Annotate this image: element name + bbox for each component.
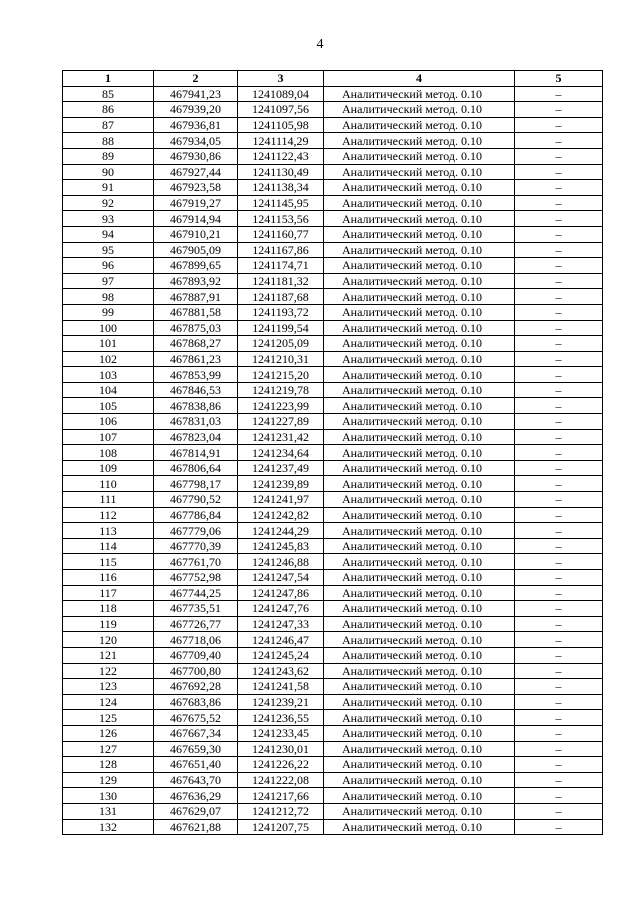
table-row [63, 164, 603, 180]
method-cell: Аналитический метод. 0.10 [324, 211, 515, 227]
accuracy-cell: – [515, 585, 603, 601]
accuracy-cell: – [515, 647, 603, 663]
accuracy-cell: – [515, 632, 603, 648]
accuracy-cell: – [515, 725, 603, 741]
method-cell: Аналитический метод. 0.10 [324, 601, 515, 617]
point-number-cell: 89 [63, 148, 154, 164]
accuracy-cell: – [515, 273, 603, 289]
accuracy-cell: – [515, 382, 603, 398]
table-row [63, 741, 603, 757]
method-cell: Аналитический метод. 0.10 [324, 148, 515, 164]
method-cell: Аналитический метод. 0.10 [324, 772, 515, 788]
accuracy-cell: – [515, 679, 603, 695]
y-coordinate-cell: 1241145,95 [238, 195, 324, 211]
x-coordinate-cell: 467667,34 [154, 725, 238, 741]
accuracy-cell: – [515, 772, 603, 788]
point-number-cell: 92 [63, 195, 154, 211]
accuracy-cell: – [515, 429, 603, 445]
column-header: 2 [154, 71, 238, 87]
y-coordinate-cell: 1241223,99 [238, 398, 324, 414]
y-coordinate-cell: 1241105,98 [238, 117, 324, 133]
y-coordinate-cell: 1241247,33 [238, 616, 324, 632]
table-body [63, 86, 603, 835]
x-coordinate-cell: 467910,21 [154, 226, 238, 242]
accuracy-cell: – [515, 507, 603, 523]
accuracy-cell: – [515, 195, 603, 211]
x-coordinate-cell: 467651,40 [154, 757, 238, 773]
table-row [63, 772, 603, 788]
y-coordinate-cell: 1241233,45 [238, 725, 324, 741]
x-coordinate-cell: 467881,58 [154, 304, 238, 320]
table-row [63, 710, 603, 726]
table-row [63, 788, 603, 804]
method-cell: Аналитический метод. 0.10 [324, 195, 515, 211]
x-coordinate-cell: 467700,80 [154, 663, 238, 679]
table-header-row [63, 71, 603, 87]
column-header: 5 [515, 71, 603, 87]
point-number-cell: 93 [63, 211, 154, 227]
y-coordinate-cell: 1241138,34 [238, 180, 324, 196]
x-coordinate-cell: 467806,64 [154, 460, 238, 476]
table-row [63, 429, 603, 445]
point-number-cell: 85 [63, 86, 154, 102]
method-cell: Аналитический метод. 0.10 [324, 570, 515, 586]
table-row [63, 367, 603, 383]
x-coordinate-cell: 467927,44 [154, 164, 238, 180]
y-coordinate-cell: 1241230,01 [238, 741, 324, 757]
point-number-cell: 127 [63, 741, 154, 757]
x-coordinate-cell: 467930,86 [154, 148, 238, 164]
table-row [63, 492, 603, 508]
accuracy-cell: – [515, 414, 603, 430]
x-coordinate-cell: 467899,65 [154, 258, 238, 274]
point-number-cell: 87 [63, 117, 154, 133]
y-coordinate-cell: 1241226,22 [238, 757, 324, 773]
x-coordinate-cell: 467923,58 [154, 180, 238, 196]
method-cell: Аналитический метод. 0.10 [324, 632, 515, 648]
method-cell: Аналитический метод. 0.10 [324, 320, 515, 336]
method-cell: Аналитический метод. 0.10 [324, 679, 515, 695]
y-coordinate-cell: 1241236,55 [238, 710, 324, 726]
y-coordinate-cell: 1241247,54 [238, 570, 324, 586]
method-cell: Аналитический метод. 0.10 [324, 398, 515, 414]
table-row [63, 663, 603, 679]
point-number-cell: 94 [63, 226, 154, 242]
y-coordinate-cell: 1241246,88 [238, 554, 324, 570]
method-cell: Аналитический метод. 0.10 [324, 180, 515, 196]
accuracy-cell: – [515, 460, 603, 476]
accuracy-cell: – [515, 554, 603, 570]
x-coordinate-cell: 467905,09 [154, 242, 238, 258]
x-coordinate-cell: 467823,04 [154, 429, 238, 445]
point-number-cell: 123 [63, 679, 154, 695]
accuracy-cell: – [515, 694, 603, 710]
accuracy-cell: – [515, 570, 603, 586]
x-coordinate-cell: 467798,17 [154, 476, 238, 492]
accuracy-cell: – [515, 226, 603, 242]
y-coordinate-cell: 1241242,82 [238, 507, 324, 523]
accuracy-cell: – [515, 133, 603, 149]
y-coordinate-cell: 1241231,42 [238, 429, 324, 445]
method-cell: Аналитический метод. 0.10 [324, 273, 515, 289]
point-number-cell: 130 [63, 788, 154, 804]
method-cell: Аналитический метод. 0.10 [324, 445, 515, 461]
accuracy-cell: – [515, 492, 603, 508]
point-number-cell: 109 [63, 460, 154, 476]
y-coordinate-cell: 1241244,29 [238, 523, 324, 539]
table-row [63, 819, 603, 835]
table-row [63, 351, 603, 367]
point-number-cell: 106 [63, 414, 154, 430]
table-row [63, 336, 603, 352]
table-row [63, 554, 603, 570]
accuracy-cell: – [515, 788, 603, 804]
accuracy-cell: – [515, 803, 603, 819]
method-cell: Аналитический метод. 0.10 [324, 647, 515, 663]
point-number-cell: 107 [63, 429, 154, 445]
x-coordinate-cell: 467709,40 [154, 647, 238, 663]
y-coordinate-cell: 1241212,72 [238, 803, 324, 819]
y-coordinate-cell: 1241122,43 [238, 148, 324, 164]
x-coordinate-cell: 467786,84 [154, 507, 238, 523]
method-cell: Аналитический метод. 0.10 [324, 523, 515, 539]
x-coordinate-cell: 467770,39 [154, 538, 238, 554]
y-coordinate-cell: 1241160,77 [238, 226, 324, 242]
y-coordinate-cell: 1241245,24 [238, 647, 324, 663]
table-row [63, 102, 603, 118]
table-row [63, 616, 603, 632]
accuracy-cell: – [515, 164, 603, 180]
point-number-cell: 97 [63, 273, 154, 289]
accuracy-cell: – [515, 445, 603, 461]
x-coordinate-cell: 467761,70 [154, 554, 238, 570]
y-coordinate-cell: 1241217,66 [238, 788, 324, 804]
x-coordinate-cell: 467919,27 [154, 195, 238, 211]
point-number-cell: 118 [63, 601, 154, 617]
accuracy-cell: – [515, 211, 603, 227]
y-coordinate-cell: 1241210,31 [238, 351, 324, 367]
point-number-cell: 114 [63, 538, 154, 554]
table-row [63, 632, 603, 648]
y-coordinate-cell: 1241089,04 [238, 86, 324, 102]
method-cell: Аналитический метод. 0.10 [324, 554, 515, 570]
point-number-cell: 108 [63, 445, 154, 461]
x-coordinate-cell: 467934,05 [154, 133, 238, 149]
point-number-cell: 116 [63, 570, 154, 586]
y-coordinate-cell: 1241239,89 [238, 476, 324, 492]
table-row [63, 585, 603, 601]
table-row [63, 273, 603, 289]
point-number-cell: 105 [63, 398, 154, 414]
table-row [63, 507, 603, 523]
method-cell: Аналитический метод. 0.10 [324, 460, 515, 476]
x-coordinate-cell: 467790,52 [154, 492, 238, 508]
method-cell: Аналитический метод. 0.10 [324, 788, 515, 804]
method-cell: Аналитический метод. 0.10 [324, 757, 515, 773]
point-number-cell: 100 [63, 320, 154, 336]
x-coordinate-cell: 467629,07 [154, 803, 238, 819]
accuracy-cell: – [515, 148, 603, 164]
y-coordinate-cell: 1241205,09 [238, 336, 324, 352]
y-coordinate-cell: 1241199,54 [238, 320, 324, 336]
table-row [63, 211, 603, 227]
table-row [63, 679, 603, 695]
point-number-cell: 98 [63, 289, 154, 305]
accuracy-cell: – [515, 601, 603, 617]
method-cell: Аналитический метод. 0.10 [324, 538, 515, 554]
point-number-cell: 132 [63, 819, 154, 835]
method-cell: Аналитический метод. 0.10 [324, 663, 515, 679]
y-coordinate-cell: 1241207,75 [238, 819, 324, 835]
table-row [63, 647, 603, 663]
accuracy-cell: – [515, 117, 603, 133]
table-row [63, 398, 603, 414]
accuracy-cell: – [515, 538, 603, 554]
method-cell: Аналитический метод. 0.10 [324, 803, 515, 819]
table-row [63, 460, 603, 476]
x-coordinate-cell: 467735,51 [154, 601, 238, 617]
table-row [63, 117, 603, 133]
method-cell: Аналитический метод. 0.10 [324, 117, 515, 133]
accuracy-cell: – [515, 819, 603, 835]
table-row [63, 445, 603, 461]
point-number-cell: 96 [63, 258, 154, 274]
table-row [63, 476, 603, 492]
accuracy-cell: – [515, 663, 603, 679]
x-coordinate-cell: 467939,20 [154, 102, 238, 118]
table-row [63, 86, 603, 102]
y-coordinate-cell: 1241239,21 [238, 694, 324, 710]
method-cell: Аналитический метод. 0.10 [324, 741, 515, 757]
y-coordinate-cell: 1241181,32 [238, 273, 324, 289]
x-coordinate-cell: 467726,77 [154, 616, 238, 632]
method-cell: Аналитический метод. 0.10 [324, 507, 515, 523]
table-row [63, 601, 603, 617]
table-row [63, 803, 603, 819]
point-number-cell: 120 [63, 632, 154, 648]
y-coordinate-cell: 1241174,71 [238, 258, 324, 274]
method-cell: Аналитический метод. 0.10 [324, 102, 515, 118]
x-coordinate-cell: 467683,86 [154, 694, 238, 710]
table-row [63, 694, 603, 710]
coordinates-table [62, 70, 603, 835]
point-number-cell: 104 [63, 382, 154, 398]
x-coordinate-cell: 467914,94 [154, 211, 238, 227]
method-cell: Аналитический метод. 0.10 [324, 429, 515, 445]
accuracy-cell: – [515, 757, 603, 773]
accuracy-cell: – [515, 258, 603, 274]
point-number-cell: 112 [63, 507, 154, 523]
method-cell: Аналитический метод. 0.10 [324, 289, 515, 305]
x-coordinate-cell: 467861,23 [154, 351, 238, 367]
x-coordinate-cell: 467875,03 [154, 320, 238, 336]
accuracy-cell: – [515, 102, 603, 118]
point-number-cell: 125 [63, 710, 154, 726]
table-row [63, 304, 603, 320]
column-header: 4 [324, 71, 515, 87]
accuracy-cell: – [515, 289, 603, 305]
y-coordinate-cell: 1241187,68 [238, 289, 324, 305]
y-coordinate-cell: 1241193,72 [238, 304, 324, 320]
accuracy-cell: – [515, 180, 603, 196]
x-coordinate-cell: 467814,91 [154, 445, 238, 461]
x-coordinate-cell: 467692,28 [154, 679, 238, 695]
x-coordinate-cell: 467936,81 [154, 117, 238, 133]
table-row [63, 523, 603, 539]
accuracy-cell: – [515, 476, 603, 492]
x-coordinate-cell: 467744,25 [154, 585, 238, 601]
accuracy-cell: – [515, 398, 603, 414]
y-coordinate-cell: 1241219,78 [238, 382, 324, 398]
point-number-cell: 90 [63, 164, 154, 180]
accuracy-cell: – [515, 320, 603, 336]
method-cell: Аналитический метод. 0.10 [324, 226, 515, 242]
accuracy-cell: – [515, 336, 603, 352]
y-coordinate-cell: 1241227,89 [238, 414, 324, 430]
y-coordinate-cell: 1241114,29 [238, 133, 324, 149]
y-coordinate-cell: 1241241,97 [238, 492, 324, 508]
table-row [63, 180, 603, 196]
point-number-cell: 91 [63, 180, 154, 196]
method-cell: Аналитический метод. 0.10 [324, 242, 515, 258]
table-row [63, 570, 603, 586]
page-number: 4 [316, 37, 324, 52]
column-header: 1 [63, 71, 154, 87]
x-coordinate-cell: 467838,86 [154, 398, 238, 414]
point-number-cell: 129 [63, 772, 154, 788]
accuracy-cell: – [515, 351, 603, 367]
point-number-cell: 121 [63, 647, 154, 663]
method-cell: Аналитический метод. 0.10 [324, 86, 515, 102]
accuracy-cell: – [515, 86, 603, 102]
accuracy-cell: – [515, 523, 603, 539]
x-coordinate-cell: 467831,03 [154, 414, 238, 430]
point-number-cell: 110 [63, 476, 154, 492]
x-coordinate-cell: 467752,98 [154, 570, 238, 586]
point-number-cell: 113 [63, 523, 154, 539]
method-cell: Аналитический метод. 0.10 [324, 304, 515, 320]
x-coordinate-cell: 467779,06 [154, 523, 238, 539]
method-cell: Аналитический метод. 0.10 [324, 164, 515, 180]
table-row [63, 725, 603, 741]
point-number-cell: 126 [63, 725, 154, 741]
accuracy-cell: – [515, 616, 603, 632]
y-coordinate-cell: 1241245,83 [238, 538, 324, 554]
y-coordinate-cell: 1241167,86 [238, 242, 324, 258]
point-number-cell: 115 [63, 554, 154, 570]
point-number-cell: 111 [63, 492, 154, 508]
x-coordinate-cell: 467941,23 [154, 86, 238, 102]
method-cell: Аналитический метод. 0.10 [324, 336, 515, 352]
point-number-cell: 99 [63, 304, 154, 320]
y-coordinate-cell: 1241237,49 [238, 460, 324, 476]
accuracy-cell: – [515, 242, 603, 258]
accuracy-cell: – [515, 367, 603, 383]
point-number-cell: 101 [63, 336, 154, 352]
x-coordinate-cell: 467853,99 [154, 367, 238, 383]
y-coordinate-cell: 1241247,76 [238, 601, 324, 617]
method-cell: Аналитический метод. 0.10 [324, 351, 515, 367]
point-number-cell: 95 [63, 242, 154, 258]
point-number-cell: 102 [63, 351, 154, 367]
method-cell: Аналитический метод. 0.10 [324, 819, 515, 835]
point-number-cell: 86 [63, 102, 154, 118]
method-cell: Аналитический метод. 0.10 [324, 133, 515, 149]
accuracy-cell: – [515, 741, 603, 757]
point-number-cell: 103 [63, 367, 154, 383]
table-row [63, 382, 603, 398]
method-cell: Аналитический метод. 0.10 [324, 367, 515, 383]
x-coordinate-cell: 467659,30 [154, 741, 238, 757]
method-cell: Аналитический метод. 0.10 [324, 382, 515, 398]
table-row [63, 148, 603, 164]
accuracy-cell: – [515, 710, 603, 726]
accuracy-cell: – [515, 304, 603, 320]
table-row [63, 757, 603, 773]
y-coordinate-cell: 1241215,20 [238, 367, 324, 383]
table-row [63, 320, 603, 336]
method-cell: Аналитический метод. 0.10 [324, 710, 515, 726]
point-number-cell: 88 [63, 133, 154, 149]
x-coordinate-cell: 467675,52 [154, 710, 238, 726]
table-row [63, 226, 603, 242]
method-cell: Аналитический метод. 0.10 [324, 616, 515, 632]
table-row [63, 538, 603, 554]
method-cell: Аналитический метод. 0.10 [324, 585, 515, 601]
y-coordinate-cell: 1241247,86 [238, 585, 324, 601]
column-header: 3 [238, 71, 324, 87]
method-cell: Аналитический метод. 0.10 [324, 492, 515, 508]
y-coordinate-cell: 1241234,64 [238, 445, 324, 461]
point-number-cell: 122 [63, 663, 154, 679]
x-coordinate-cell: 467887,91 [154, 289, 238, 305]
table-row [63, 133, 603, 149]
method-cell: Аналитический метод. 0.10 [324, 476, 515, 492]
point-number-cell: 131 [63, 803, 154, 819]
table-row [63, 195, 603, 211]
y-coordinate-cell: 1241097,56 [238, 102, 324, 118]
table-row [63, 289, 603, 305]
point-number-cell: 128 [63, 757, 154, 773]
x-coordinate-cell: 467636,29 [154, 788, 238, 804]
x-coordinate-cell: 467868,27 [154, 336, 238, 352]
x-coordinate-cell: 467846,53 [154, 382, 238, 398]
x-coordinate-cell: 467621,88 [154, 819, 238, 835]
y-coordinate-cell: 1241130,49 [238, 164, 324, 180]
table-row [63, 414, 603, 430]
x-coordinate-cell: 467718,06 [154, 632, 238, 648]
y-coordinate-cell: 1241222,08 [238, 772, 324, 788]
method-cell: Аналитический метод. 0.10 [324, 414, 515, 430]
y-coordinate-cell: 1241246,47 [238, 632, 324, 648]
table-row [63, 258, 603, 274]
point-number-cell: 119 [63, 616, 154, 632]
method-cell: Аналитический метод. 0.10 [324, 258, 515, 274]
y-coordinate-cell: 1241153,56 [238, 211, 324, 227]
table-row [63, 242, 603, 258]
point-number-cell: 117 [63, 585, 154, 601]
x-coordinate-cell: 467643,70 [154, 772, 238, 788]
y-coordinate-cell: 1241243,62 [238, 663, 324, 679]
method-cell: Аналитический метод. 0.10 [324, 694, 515, 710]
y-coordinate-cell: 1241241,58 [238, 679, 324, 695]
method-cell: Аналитический метод. 0.10 [324, 725, 515, 741]
point-number-cell: 124 [63, 694, 154, 710]
x-coordinate-cell: 467893,92 [154, 273, 238, 289]
